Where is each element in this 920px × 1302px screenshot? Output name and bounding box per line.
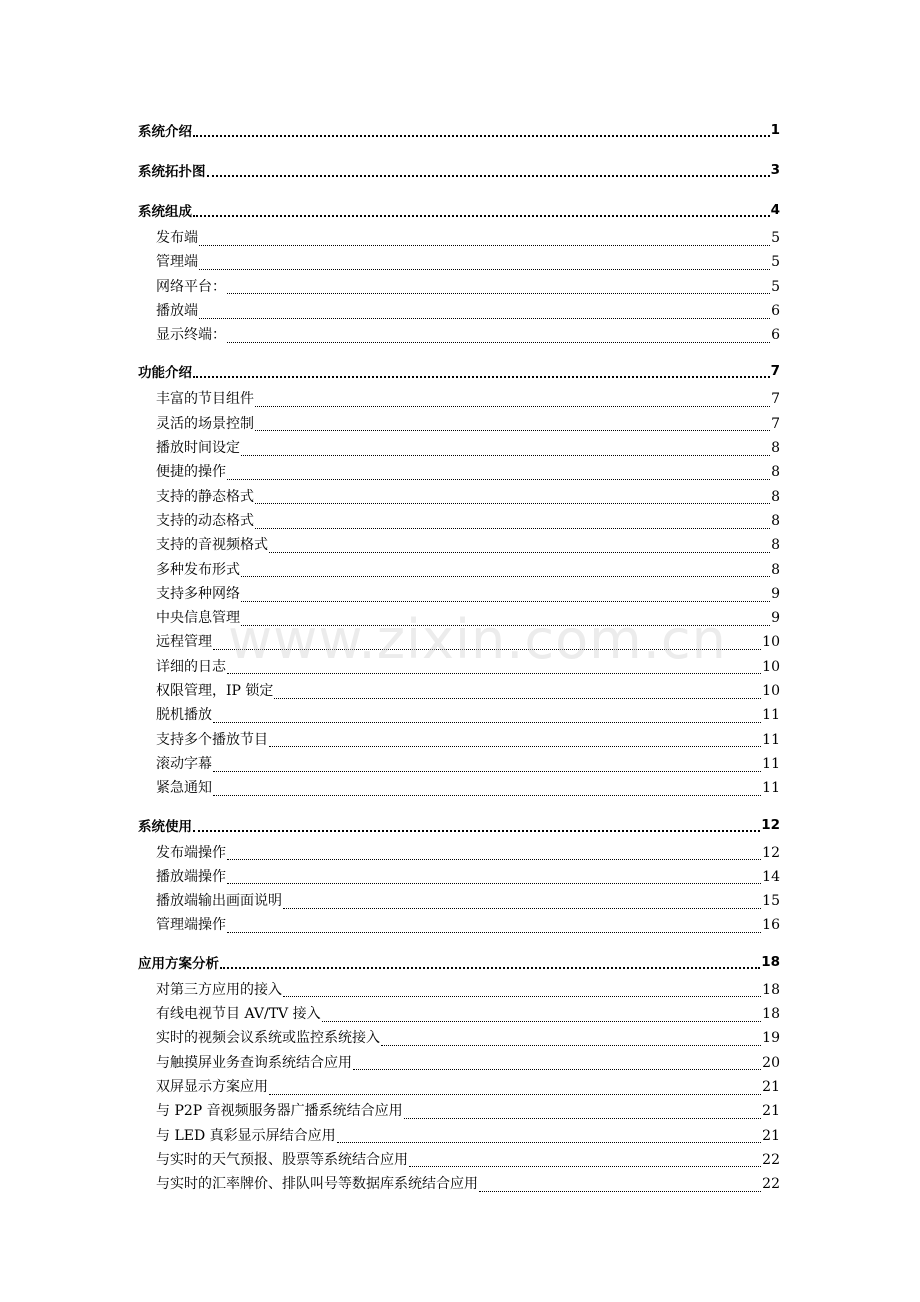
toc-entry-label: 发布端 [156,230,198,246]
toc-entry-label: 双屏显示方案应用 [156,1078,268,1095]
toc-entry-label: 与实时的汇率牌价、排队叫号等数据库系统结合应用 [156,1176,478,1193]
toc-entry-label: 应用方案分析 [138,955,219,972]
toc-dot-leader [213,722,761,723]
toc-dot-leader [227,932,761,933]
toc-entry-label: 与实时的天气预报、股票等系统结合应用 [156,1151,408,1168]
toc-page-number: 8 [771,464,780,481]
toc-page-number: 15 [762,893,780,910]
toc-section-entry[interactable] [138,704,780,728]
toc-page-number: 9 [771,610,780,627]
toc-entry-label: 播放时间设定 [156,440,240,457]
toc-section-entry[interactable] [138,777,780,801]
toc-entry-label: 播放端 [156,302,198,319]
toc-page-number: 21 [762,1127,780,1144]
toc-entry-label: 支持多个播放节目 [156,731,268,748]
toc-section-entry[interactable] [138,1052,780,1076]
toc-section-entry[interactable] [138,437,780,461]
toc-entry-label: 滚动字幕 [156,755,212,772]
toc-dot-leader [199,318,770,319]
toc-section-entry[interactable] [138,1027,780,1051]
toc-section-entry[interactable] [138,890,780,914]
toc-entry-label: 多种发布形式 [156,561,240,578]
toc-dot-leader [213,771,761,772]
toc-page-number: 16 [762,917,780,934]
toc-dot-leader [199,269,770,270]
toc-section-entry[interactable] [138,1125,780,1149]
toc-chapter-entry[interactable] [138,113,780,147]
toc-entry-label: 显示终端： [156,327,226,344]
toc-page-number: 18 [761,953,780,970]
toc-section-entry[interactable] [138,300,780,324]
toc-dot-leader [255,430,770,431]
toc-page-number: 10 [762,634,780,651]
toc-section-entry[interactable] [138,866,780,890]
toc-page-number: 12 [761,816,780,833]
toc-entry-label: 系统使用 [138,818,192,835]
toc-section-entry[interactable] [138,510,780,534]
toc-dot-leader [381,1045,761,1046]
toc-dot-leader [241,576,770,577]
toc-page-number: 7 [770,363,780,380]
toc-page-number: 22 [762,1151,780,1168]
toc-entry-label: 支持的静态格式 [156,488,254,505]
toc-dot-leader [227,859,761,860]
toc-section-entry[interactable] [138,1149,780,1173]
toc-section-entry[interactable] [138,324,780,348]
toc-page-number: 8 [771,512,780,529]
toc-page-number: 7 [771,415,780,432]
toc-chapter-entry[interactable] [138,808,780,842]
toc-page-number: 5 [771,278,780,295]
toc-entry-label: 管理端 [156,254,198,271]
toc-entry-label: 播放端输出画面说明 [156,893,282,910]
toc-dot-leader [241,601,770,602]
toc-dot-leader [255,503,770,504]
toc-section-entry[interactable] [138,583,780,607]
toc-section-entry[interactable] [138,914,780,938]
toc-dot-leader [220,967,760,969]
toc-entry-label: 脱机播放 [156,707,212,724]
toc-dot-leader [283,996,761,997]
toc-dot-leader [241,625,770,626]
toc-section-entry[interactable] [138,842,780,866]
toc-section-entry[interactable] [138,656,780,680]
toc-section-entry[interactable] [138,1003,780,1027]
toc-dot-leader [227,883,761,884]
toc-dot-leader [193,135,770,137]
toc-page-number: 18 [762,981,780,998]
toc-page-number: 6 [771,302,780,319]
toc-section-entry[interactable] [138,486,780,510]
toc-section-entry[interactable] [138,680,780,704]
toc-page-number: 4 [770,202,780,218]
toc-entry-label: 中央信息管理 [156,610,240,627]
toc-entry-label: 紧急通知 [156,780,212,797]
toc-entry-label: 详细的日志 [156,658,226,675]
toc-page-number: 12 [762,844,780,861]
toc-entry-label: 丰富的节目组件 [156,391,254,408]
toc-dot-leader [353,1069,761,1070]
toc-dot-leader [193,830,760,832]
toc-page-number: 6 [771,327,780,344]
toc-page-number: 10 [762,683,780,700]
toc-chapter-entry[interactable] [138,945,780,979]
toc-entry-label: 灵活的场景控制 [156,415,254,432]
toc-page-number: 8 [771,561,780,578]
toc-page-number: 11 [762,780,780,797]
toc-page-number: 11 [762,707,780,724]
toc-page-number: 7 [771,391,780,408]
toc-dot-leader [213,649,761,650]
toc-page-number: 20 [762,1054,780,1071]
toc-entry-label: 对第三方应用的接入 [156,981,282,998]
toc-entry-label: 系统介绍 [138,124,192,140]
toc-dot-leader [213,795,761,796]
toc-dot-leader [193,215,770,217]
toc-entry-label: 远程管理 [156,634,212,651]
toc-dot-leader [269,1094,761,1095]
toc-dot-leader [322,1021,762,1022]
toc-chapter-entry[interactable] [138,153,780,187]
toc-dot-leader [241,455,770,456]
toc-dot-leader [255,406,770,407]
toc-dot-leader [269,746,761,747]
toc-section-entry[interactable] [138,1100,780,1124]
toc-section-entry[interactable] [138,1173,780,1197]
toc-entry-label: 实时的视频会议系统或监控系统接入 [156,1030,380,1047]
toc-dot-leader [255,528,770,529]
toc-section-entry[interactable] [138,753,780,777]
toc-entry-label: 支持的动态格式 [156,512,254,529]
toc-page-number: 5 [771,254,780,271]
toc-entry-label: 与 LED 真彩显示屏结合应用 [156,1127,336,1144]
toc-dot-leader [227,293,770,294]
toc-section-entry[interactable] [138,607,780,631]
toc-section-entry[interactable] [138,979,780,1003]
toc-page-number: 10 [762,658,780,675]
toc-entry-label: 系统拓扑图 [138,164,206,180]
toc-section-entry[interactable] [138,559,780,583]
toc-entry-label: 与 P2P 音视频服务器广播系统结合应用 [156,1103,403,1120]
toc-dot-leader [199,245,770,246]
toc-entry-label: 支持多种网络 [156,585,240,602]
toc-dot-leader [274,698,761,699]
toc-entry-label: 发布端操作 [156,844,226,861]
toc-page-number: 8 [771,488,780,505]
toc-dot-leader [283,908,761,909]
toc-dot-leader [227,342,770,343]
toc-section-entry[interactable] [138,534,780,558]
toc-section-entry[interactable] [138,461,780,485]
watermark: www.zixin.com.cn [228,608,727,671]
toc-entry-label: 网络平台： [156,278,226,295]
table-of-contents [138,113,780,1197]
toc-dot-leader [404,1118,762,1119]
toc-dot-leader [337,1142,762,1143]
toc-page-number: 8 [771,537,780,554]
toc-entry-label: 有线电视节目 AV/TV 接入 [156,1006,321,1023]
toc-dot-leader [479,1191,761,1192]
toc-entry-label: 与触摸屏业务查询系统结合应用 [156,1054,352,1071]
toc-dot-leader [207,175,770,177]
toc-page-number: 19 [762,1030,780,1047]
toc-dot-leader [269,552,770,553]
toc-page-number: 8 [771,440,780,457]
toc-page-number: 21 [762,1078,780,1095]
toc-chapter-entry[interactable] [138,193,780,227]
toc-entry-label: 权限管理，IP 锁定 [156,683,274,700]
toc-section-entry[interactable] [138,413,780,437]
toc-dot-leader [227,479,770,480]
toc-dot-leader [193,376,770,378]
toc-section-entry[interactable] [138,227,780,251]
toc-section-entry[interactable] [138,388,780,412]
toc-entry-label: 管理端操作 [156,917,226,934]
toc-page-number: 1 [770,122,780,138]
toc-page-number: 11 [762,755,780,772]
toc-page-number: 14 [762,868,780,885]
toc-section-entry[interactable] [138,251,780,275]
toc-section-entry[interactable] [138,729,780,753]
toc-page-number: 18 [762,1006,780,1023]
toc-dot-leader [227,673,761,674]
toc-page-number: 21 [762,1103,780,1120]
toc-entry-label: 系统组成 [138,204,192,220]
toc-section-entry[interactable] [138,1076,780,1100]
toc-page-number: 3 [770,162,780,178]
toc-dot-leader [409,1166,761,1167]
toc-entry-label: 功能介绍 [138,365,192,382]
toc-entry-label: 播放端操作 [156,868,226,885]
toc-page-number: 22 [762,1176,780,1193]
toc-chapter-entry[interactable] [138,354,780,388]
toc-entry-label: 便捷的操作 [156,464,226,481]
toc-page-number: 11 [762,731,780,748]
toc-page-number: 5 [771,230,780,246]
toc-section-entry[interactable] [138,276,780,300]
toc-entry-label: 支持的音视频格式 [156,537,268,554]
toc-section-entry[interactable] [138,631,780,655]
toc-page-number: 9 [771,585,780,602]
